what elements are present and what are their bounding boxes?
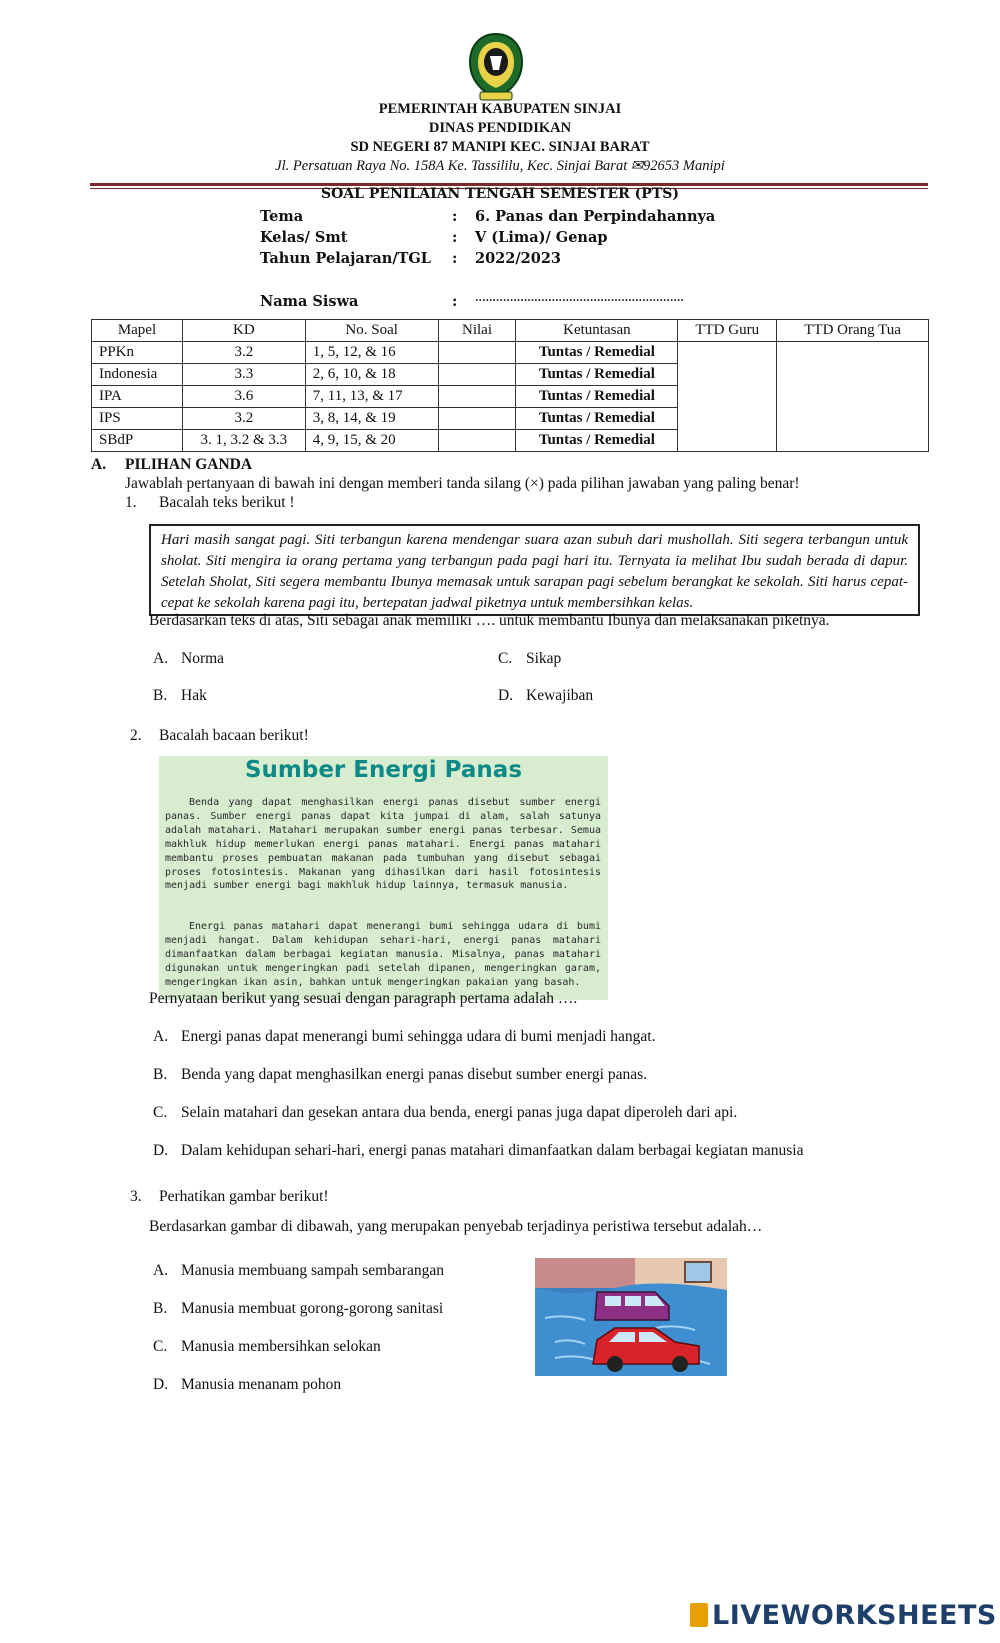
meta-value-tahun: 2022/2023 (475, 250, 562, 267)
option-text: Dalam kehidupan sehari-hari, energi panas matahari dimanfaatkan dalam berbagai kegiatan manusia (181, 1142, 804, 1159)
option-text: Sikap (526, 650, 562, 667)
cell-nilai[interactable] (438, 342, 516, 364)
flood-illustration (535, 1258, 727, 1376)
option-letter: A. (153, 1262, 169, 1279)
grade-table-header (92, 320, 929, 342)
cell-ketuntasan[interactable]: Tuntas / Remedial (516, 430, 678, 452)
header-line-3: SD NEGERI 87 MANIPI KEC. SINJAI BARAT (350, 139, 650, 155)
option-text: Manusia membersihkan selokan (181, 1338, 381, 1355)
cell-ttd-guru[interactable] (678, 342, 777, 452)
cell-nilai[interactable] (438, 408, 516, 430)
q3-option-a[interactable] (153, 1262, 444, 1280)
address-street: Jl. Persatuan Raya No. 158A Ke. Tassililu, Kec. Sinjai Barat (275, 158, 628, 174)
cell-ketuntasan[interactable]: Tuntas / Remedial (516, 342, 678, 364)
meta-sep: : (452, 293, 458, 310)
reading-paragraph-2: Energi panas matahari dapat menerangi bumi sehingga udara di bumi menjadi hangat. Dalam kehidupan sehari-hari, energi panas matahari dimanfaatkan dalam berbagai kegiatan manusia. Misalnya, panas matahari digunakan untuk mengeringkan padi setelah dipanen, mengeringkan garam, mengeringkan ikan asin, bahkan untuk mengeringkan pakaian yang basah. (165, 921, 601, 988)
q1-option-b[interactable] (153, 687, 207, 705)
cell-nilai[interactable] (438, 430, 516, 452)
table-row (92, 342, 929, 364)
cell-soal: 2, 6, 10, & 18 (305, 364, 438, 386)
option-text: Selain matahari dan gesekan antara dua benda, energi panas juga dapat diperoleh dari api. (181, 1104, 738, 1121)
option-letter: C. (153, 1104, 168, 1121)
cell-mapel: IPS (92, 408, 183, 430)
cell-soal: 3, 8, 14, & 19 (305, 408, 438, 430)
col-header-mapel: Mapel (92, 320, 183, 342)
q2-option-d[interactable] (153, 1142, 803, 1160)
cell-soal: 4, 9, 15, & 20 (305, 430, 438, 452)
meta-label-kelas: Kelas/ Smt (260, 229, 348, 246)
student-name-field[interactable]: ............................................................ (475, 293, 684, 304)
q1-option-d[interactable] (498, 687, 593, 705)
option-letter: C. (153, 1338, 168, 1355)
section-letter: A. (91, 456, 107, 473)
q3-question: Berdasarkan gambar di dibawah, yang merupakan penyebab terjadinya peristiwa tersebut adalah… (149, 1218, 763, 1235)
q2-option-a[interactable] (153, 1028, 655, 1046)
cell-kd: 3.2 (182, 408, 305, 430)
liveworksheets-icon (690, 1603, 708, 1627)
cell-ketuntasan[interactable]: Tuntas / Remedial (516, 386, 678, 408)
option-letter: B. (153, 1300, 168, 1317)
option-text: Manusia membuang sampah sembarangan (181, 1262, 444, 1279)
cell-nilai[interactable] (438, 364, 516, 386)
q3-prompt: Perhatikan gambar berikut! (159, 1188, 329, 1205)
header-address (0, 158, 1000, 175)
meta-label-tahun: Tahun Pelajaran/TGL (260, 250, 431, 267)
meta-sep: : (452, 229, 458, 246)
q3-option-b[interactable] (153, 1300, 443, 1318)
q3-option-c[interactable] (153, 1338, 381, 1356)
cell-soal: 7, 11, 13, & 17 (305, 386, 438, 408)
meta-label-tema: Tema (260, 208, 304, 225)
q2-option-b[interactable] (153, 1066, 647, 1084)
option-text: Kewajiban (526, 687, 594, 704)
q2-reading-image (159, 756, 608, 1000)
grade-table (91, 319, 929, 452)
q1-prompt: Bacalah teks berikut ! (159, 494, 295, 511)
option-letter: A. (153, 650, 169, 667)
q2-option-c[interactable] (153, 1104, 737, 1122)
cell-mapel: SBdP (92, 430, 183, 452)
col-header-ketuntasan: Ketuntasan (516, 320, 678, 342)
cell-ketuntasan[interactable]: Tuntas / Remedial (516, 408, 678, 430)
col-header-kd: KD (182, 320, 305, 342)
footer-brand-text: LIVEWORKSHEETS (712, 1600, 997, 1631)
option-letter: C. (498, 650, 513, 667)
meta-sep: : (452, 250, 458, 267)
reading-title: Sumber Energi Panas (244, 757, 523, 783)
header-line-1: PEMERINTAH KABUPATEN SINJAI (378, 101, 622, 117)
header-line-2: DINAS PENDIDIKAN (428, 120, 572, 136)
section-instruction: Jawablah pertanyaan di bawah ini dengan memberi tanda silang (×) pada pilihan jawaban yang paling benar! (125, 475, 800, 492)
option-text: Manusia membuat gorong-gorong sanitasi (181, 1300, 444, 1317)
option-text: Norma (181, 650, 225, 667)
meta-label-nama: Nama Siswa (260, 293, 359, 310)
option-text: Energi panas dapat menerangi bumi sehingga udara di bumi menjadi hangat. (181, 1028, 656, 1045)
col-header-ttd-guru: TTD Guru (678, 320, 777, 342)
option-letter: B. (153, 1066, 168, 1083)
cell-ketuntasan[interactable]: Tuntas / Remedial (516, 364, 678, 386)
cell-kd: 3.6 (182, 386, 305, 408)
reading-paragraph-1: Benda yang dapat menghasilkan energi panas disebut sumber energi panas. Sumber energi panas dapat kita jumpai di alam, salah satunya adalah matahari. Matahari merupakan sumber energi panas terbesar. Semua makhluk hidup memerlukan energi panas matahari. Energi panas matahari membantu proses pembuatan makanan pada tumbuhan yang disebut sebagai proses fotosintesis. Makanan yang dihasilkan dari hasil fotosintesis menjadi sumber energi bagi makhluk hidup lainnya, termasuk manusia. (165, 797, 601, 892)
q2-prompt: Bacalah bacaan berikut! (159, 727, 309, 744)
col-header-nilai: Nilai (438, 320, 516, 342)
q1-passage: Hari masih sangat pagi. Siti terbangun karena mendengar suara azan subuh dari mushollah. Siti segera terbangun untuk sholat. Siti mengira ia orang pertama yang terbangun pada pagi hari itu. Ternyata ia melihat Ibu sudah berada di dapur. Setelah Sholat, Siti segera membantu Ibunya memasak untuk sarapan pagi sebelum berangkat ke sekolah. Siti harus cepat-cepat ke sekolah karena pagi itu, bertepatan jadwal piketnya untuk membersihkan kelas. (149, 524, 920, 616)
cell-kd: 3.2 (182, 342, 305, 364)
regency-emblem (466, 32, 526, 104)
cell-mapel: PPKn (92, 342, 183, 364)
cell-ttd-ortu[interactable] (777, 342, 929, 452)
q1-option-a[interactable] (153, 650, 224, 668)
col-header-soal: No. Soal (305, 320, 438, 342)
exam-title: SOAL PENILAIAN TENGAH SEMESTER (PTS) (321, 186, 679, 202)
cell-mapel: Indonesia (92, 364, 183, 386)
col-header-ttd-ortu: TTD Orang Tua (777, 320, 929, 342)
q1-option-c[interactable] (498, 650, 561, 668)
cell-nilai[interactable] (438, 386, 516, 408)
meta-sep: : (452, 208, 458, 225)
section-title: PILIHAN GANDA (125, 456, 253, 473)
option-letter: D. (498, 687, 514, 704)
q2-number: 2. (130, 727, 142, 744)
cell-mapel: IPA (92, 386, 183, 408)
option-text: Benda yang dapat menghasilkan energi panas disebut sumber energi panas. (181, 1066, 648, 1083)
mail-icon: ✉ (630, 158, 644, 174)
option-letter: D. (153, 1142, 169, 1159)
q1-question: Berdasarkan teks di atas, Siti sebagai anak memiliki …. untuk membantu Ibunya dan melaksanakan piketnya. (149, 612, 830, 629)
q3-option-d[interactable] (153, 1376, 341, 1394)
meta-value-kelas: V (Lima)/ Genap (475, 229, 608, 246)
q2-question: Pernyataan berikut yang sesuai dengan paragraph pertama adalah …. (149, 990, 578, 1007)
q1-number: 1. (125, 494, 137, 511)
cell-kd: 3. 1, 3.2 & 3.3 (182, 430, 305, 452)
meta-value-tema: 6. Panas dan Perpindahannya (475, 208, 716, 225)
q3-number: 3. (130, 1188, 142, 1205)
option-letter: A. (153, 1028, 169, 1045)
option-text: Hak (181, 687, 207, 704)
option-text: Manusia menanam pohon (181, 1376, 342, 1393)
cell-soal: 1, 5, 12, & 16 (305, 342, 438, 364)
cell-kd: 3.3 (182, 364, 305, 386)
option-letter: D. (153, 1376, 169, 1393)
liveworksheets-logo[interactable] (690, 1600, 997, 1631)
option-letter: B. (153, 687, 168, 704)
address-postal: 92653 Manipi (643, 158, 725, 174)
